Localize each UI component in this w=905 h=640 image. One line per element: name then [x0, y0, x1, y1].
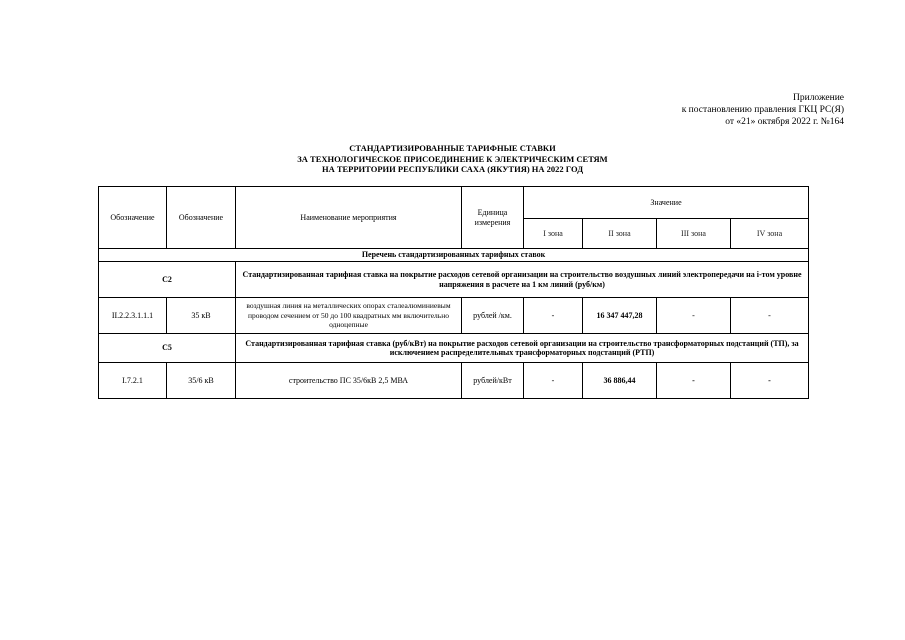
- header-zone-3: III зона: [657, 219, 731, 249]
- title-line-2: ЗА ТЕХНОЛОГИЧЕСКОЕ ПРИСОЕДИНЕНИЕ К ЭЛЕКТРИЧЕСКИМ СЕТЯМ: [297, 153, 608, 164]
- header-zone-1: I зона: [524, 219, 583, 249]
- tariff-table: [98, 186, 809, 399]
- row-name: воздушная линия на металлических опорах сталеалюминиевым проводом сечением от 50 до 100 квадратных мм включительно одноцепные: [236, 298, 462, 334]
- header-value: Значение: [524, 187, 809, 219]
- row-value-zone-1: -: [524, 298, 583, 334]
- row-value-zone-2: 36 886,44: [583, 363, 657, 399]
- header-unit: Единица измерения: [462, 187, 524, 249]
- header-name: Наименование мероприятия: [236, 187, 462, 249]
- row-value-zone-3: -: [657, 363, 731, 399]
- section-row-c2: [99, 262, 809, 298]
- document-title: [0, 143, 905, 175]
- title-line-1: СТАНДАРТИЗИРОВАННЫЕ ТАРИФНЫЕ СТАВКИ: [349, 143, 556, 153]
- row-designation: II.2.2.3.1.1.1: [99, 298, 167, 334]
- section-title: Стандартизированная тарифная ставка (руб/кВт) на покрытие расходов сетевой организации на строительство трансформаторных подстанций (ТП), за исключением распределительных трансформаторных подстанций (РТП): [236, 334, 809, 363]
- row-value-zone-4: -: [731, 298, 809, 334]
- section-code: С5: [99, 334, 236, 363]
- row-designation: I.7.2.1: [99, 363, 167, 399]
- list-title: Перечень стандартизированных тарифных ставок: [99, 249, 809, 262]
- header-zone-4: IV зона: [731, 219, 809, 249]
- table-row: [99, 298, 809, 334]
- row-voltage: 35/6 кВ: [167, 363, 236, 399]
- row-value-zone-1: -: [524, 363, 583, 399]
- row-value-zone-4: -: [731, 363, 809, 399]
- header-designation-2: Обозначение: [167, 187, 236, 249]
- header-zone-2: II зона: [583, 219, 657, 249]
- row-value-zone-2: 16 347 447,28: [583, 298, 657, 334]
- list-title-row: [99, 249, 809, 262]
- row-value-zone-3: -: [657, 298, 731, 334]
- appendix-note: [682, 92, 844, 128]
- table-header-row: [99, 187, 809, 219]
- title-line-3: НА ТЕРРИТОРИИ РЕСПУБЛИКИ САХА (ЯКУТИЯ) НА 2022 ГОД: [321, 164, 584, 174]
- section-code: С2: [99, 262, 236, 298]
- header-designation-1: Обозначение: [99, 187, 167, 249]
- appendix-line-3: от «21» октября 2022 г. №164: [725, 117, 844, 127]
- row-name: строительство ПС 35/6кВ 2,5 МВА: [236, 363, 462, 399]
- row-voltage: 35 кВ: [167, 298, 236, 334]
- row-unit: рублей /км.: [462, 298, 524, 334]
- section-row-c5: [99, 334, 809, 363]
- appendix-line-1: Приложение: [793, 93, 844, 103]
- table-row: [99, 363, 809, 399]
- section-title: Стандартизированная тарифная ставка на покрытие расходов сетевой организации на строительство воздушных линий электропередачи на i-том уровне напряжения в расчете на 1 км линий (руб/км): [236, 262, 809, 298]
- row-unit: рублей/кВт: [462, 363, 524, 399]
- appendix-line-2: к постановлению правления ГКЦ РС(Я): [681, 105, 844, 115]
